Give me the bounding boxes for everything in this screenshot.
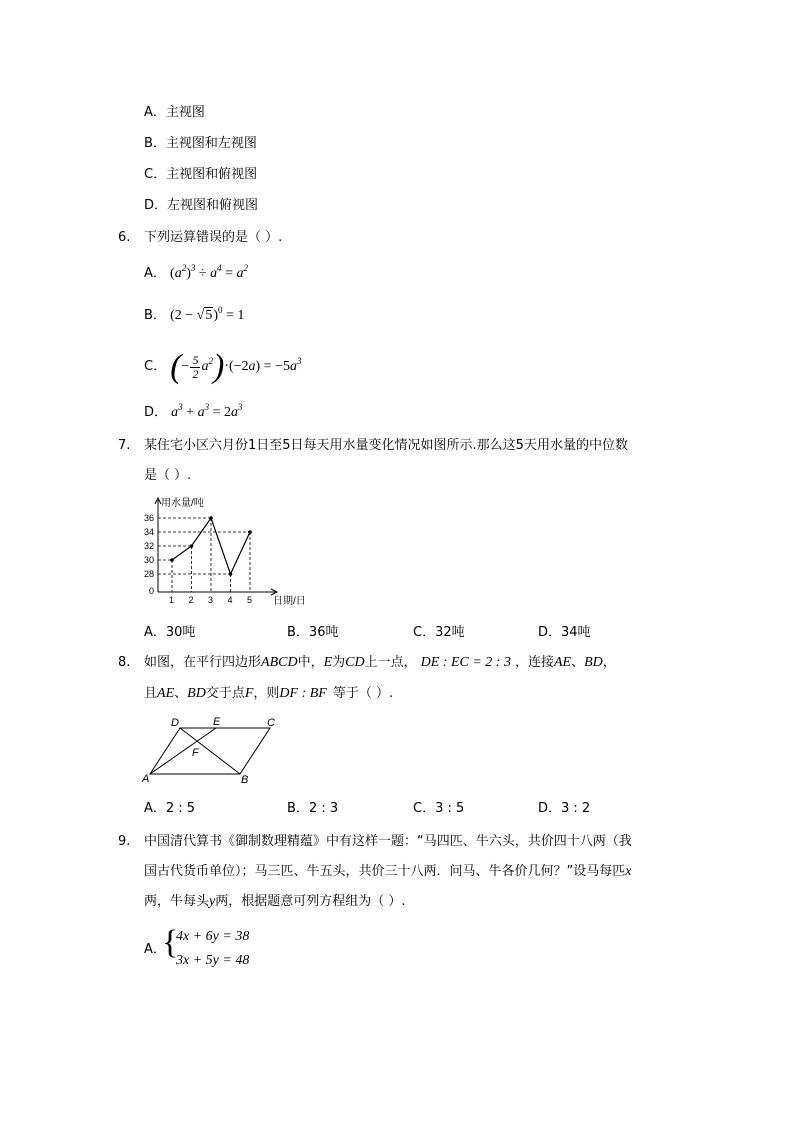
- q5-option-c: C．主视图和俯视图: [144, 167, 258, 182]
- q9-number: 9.: [118, 834, 131, 849]
- q6-stem: 下列运算错误的是（ ）.: [144, 230, 283, 245]
- label-c: C: [267, 717, 275, 729]
- q8-option-a: A．2 : 5: [144, 801, 196, 816]
- y-tick-label: 28: [144, 569, 155, 579]
- q7-stem-line1: 某住宅小区六月份1日至5日每天用水量变化情况如图所示.那么这5天用水量的中位数: [144, 438, 628, 453]
- q9-stem-line3: 两，牛每头y两，根据题意可列方程组为（ ）.: [144, 894, 406, 909]
- q9-option-a-eq2: 3x + 5y = 48: [176, 953, 250, 968]
- q9-option-a-eq1: 4x + 6y = 38: [176, 929, 250, 944]
- q6-number: 6.: [118, 230, 131, 245]
- q9-option-a-label: A．: [144, 942, 166, 957]
- q5-option-b: B．主视图和左视图: [144, 136, 257, 151]
- q7-option-b: B．36吨: [287, 625, 339, 640]
- q6-option-b: [144, 305, 245, 324]
- q6-option-d: [144, 402, 243, 421]
- y-tick-label: 36: [144, 513, 155, 523]
- q8-stem-line2: 且AE、BD交于点F，则DF : BF 等于（ ）.: [144, 686, 394, 701]
- data-point: [229, 572, 233, 576]
- x-tick-label: 1: [169, 595, 175, 605]
- q6-option-c-expr: (− $\frac{5}{2}$ $a^2)\cdot(-2a) = -5a^3$: [170, 348, 302, 385]
- q8-stem-line1: 如图，在平行四边形ABCD中，E为CD上一点， DE : EC = 2 : 3 ，连接AE、BD，: [144, 655, 616, 670]
- q7-option-d: D．34吨: [538, 625, 591, 640]
- q6-option-d-label: D．: [144, 405, 168, 420]
- y-tick-label: 34: [144, 527, 155, 537]
- q7-number: 7.: [118, 438, 131, 453]
- label-e: E: [213, 716, 221, 728]
- q8-option-b: B．2 : 3: [287, 801, 339, 816]
- label-b: B: [241, 774, 249, 786]
- segment-ae: [150, 728, 216, 774]
- y-axis-title: 用水量/吨: [161, 498, 204, 509]
- q7-stem-line2: 是（ ）.: [144, 468, 192, 483]
- q7-option-c: C．32吨: [413, 625, 465, 640]
- x-tick-label: 2: [188, 595, 194, 605]
- equation-system-brace: {: [162, 924, 179, 961]
- q7-option-a: A．30吨: [144, 625, 196, 640]
- q9-stem-line1: 中国清代算书《御制数理精蕴》中有这样一题：“马四匹、牛六头，共价四十八两（我: [144, 834, 632, 849]
- y-tick-label: 32: [144, 541, 155, 551]
- data-point: [209, 516, 213, 520]
- q6-option-b-label: B．: [144, 308, 166, 323]
- x-tick-label: 4: [227, 595, 233, 605]
- q8-option-d: D．3 : 2: [538, 801, 591, 816]
- segment-bd: [180, 728, 240, 774]
- data-point: [170, 558, 174, 562]
- q6-option-a-label: A．: [144, 266, 166, 281]
- x-tick-label: 3: [208, 595, 214, 605]
- parallelogram-figure: [140, 714, 290, 786]
- data-point: [248, 530, 252, 534]
- q6-option-a: [144, 263, 248, 282]
- label-f: F: [192, 747, 199, 759]
- label-d: D: [171, 717, 179, 729]
- q6-option-b-expr: $(2 - √5)^0 = 1$: [170, 305, 245, 323]
- q6-option-c-label: C．: [144, 359, 167, 375]
- y-tick-label: 0: [149, 586, 155, 596]
- label-a: A: [142, 773, 150, 785]
- water-usage-chart: [140, 494, 310, 609]
- q6-option-a-expr: $(a^2)^3 \div a^4 = a^2$: [170, 263, 248, 281]
- q5-option-d: D．左视图和俯视图: [144, 198, 259, 213]
- x-axis-title: 日期/日: [273, 596, 306, 607]
- q6-option-d-expr: $a^3 + a^3 = 2a^3$: [171, 402, 243, 420]
- q9-stem-line2: 国古代货币单位）；马三匹、牛五头，共价三十八两．问马、牛各价几何？”设马每匹x: [144, 864, 632, 879]
- q6-option-c: [144, 350, 301, 384]
- data-point: [190, 544, 194, 548]
- x-tick-label: 5: [247, 595, 253, 605]
- q5-option-a: A．主视图: [144, 105, 205, 120]
- y-tick-label: 30: [144, 555, 155, 565]
- q8-number: 8.: [118, 655, 131, 670]
- q8-option-c: C．3 : 5: [413, 801, 465, 816]
